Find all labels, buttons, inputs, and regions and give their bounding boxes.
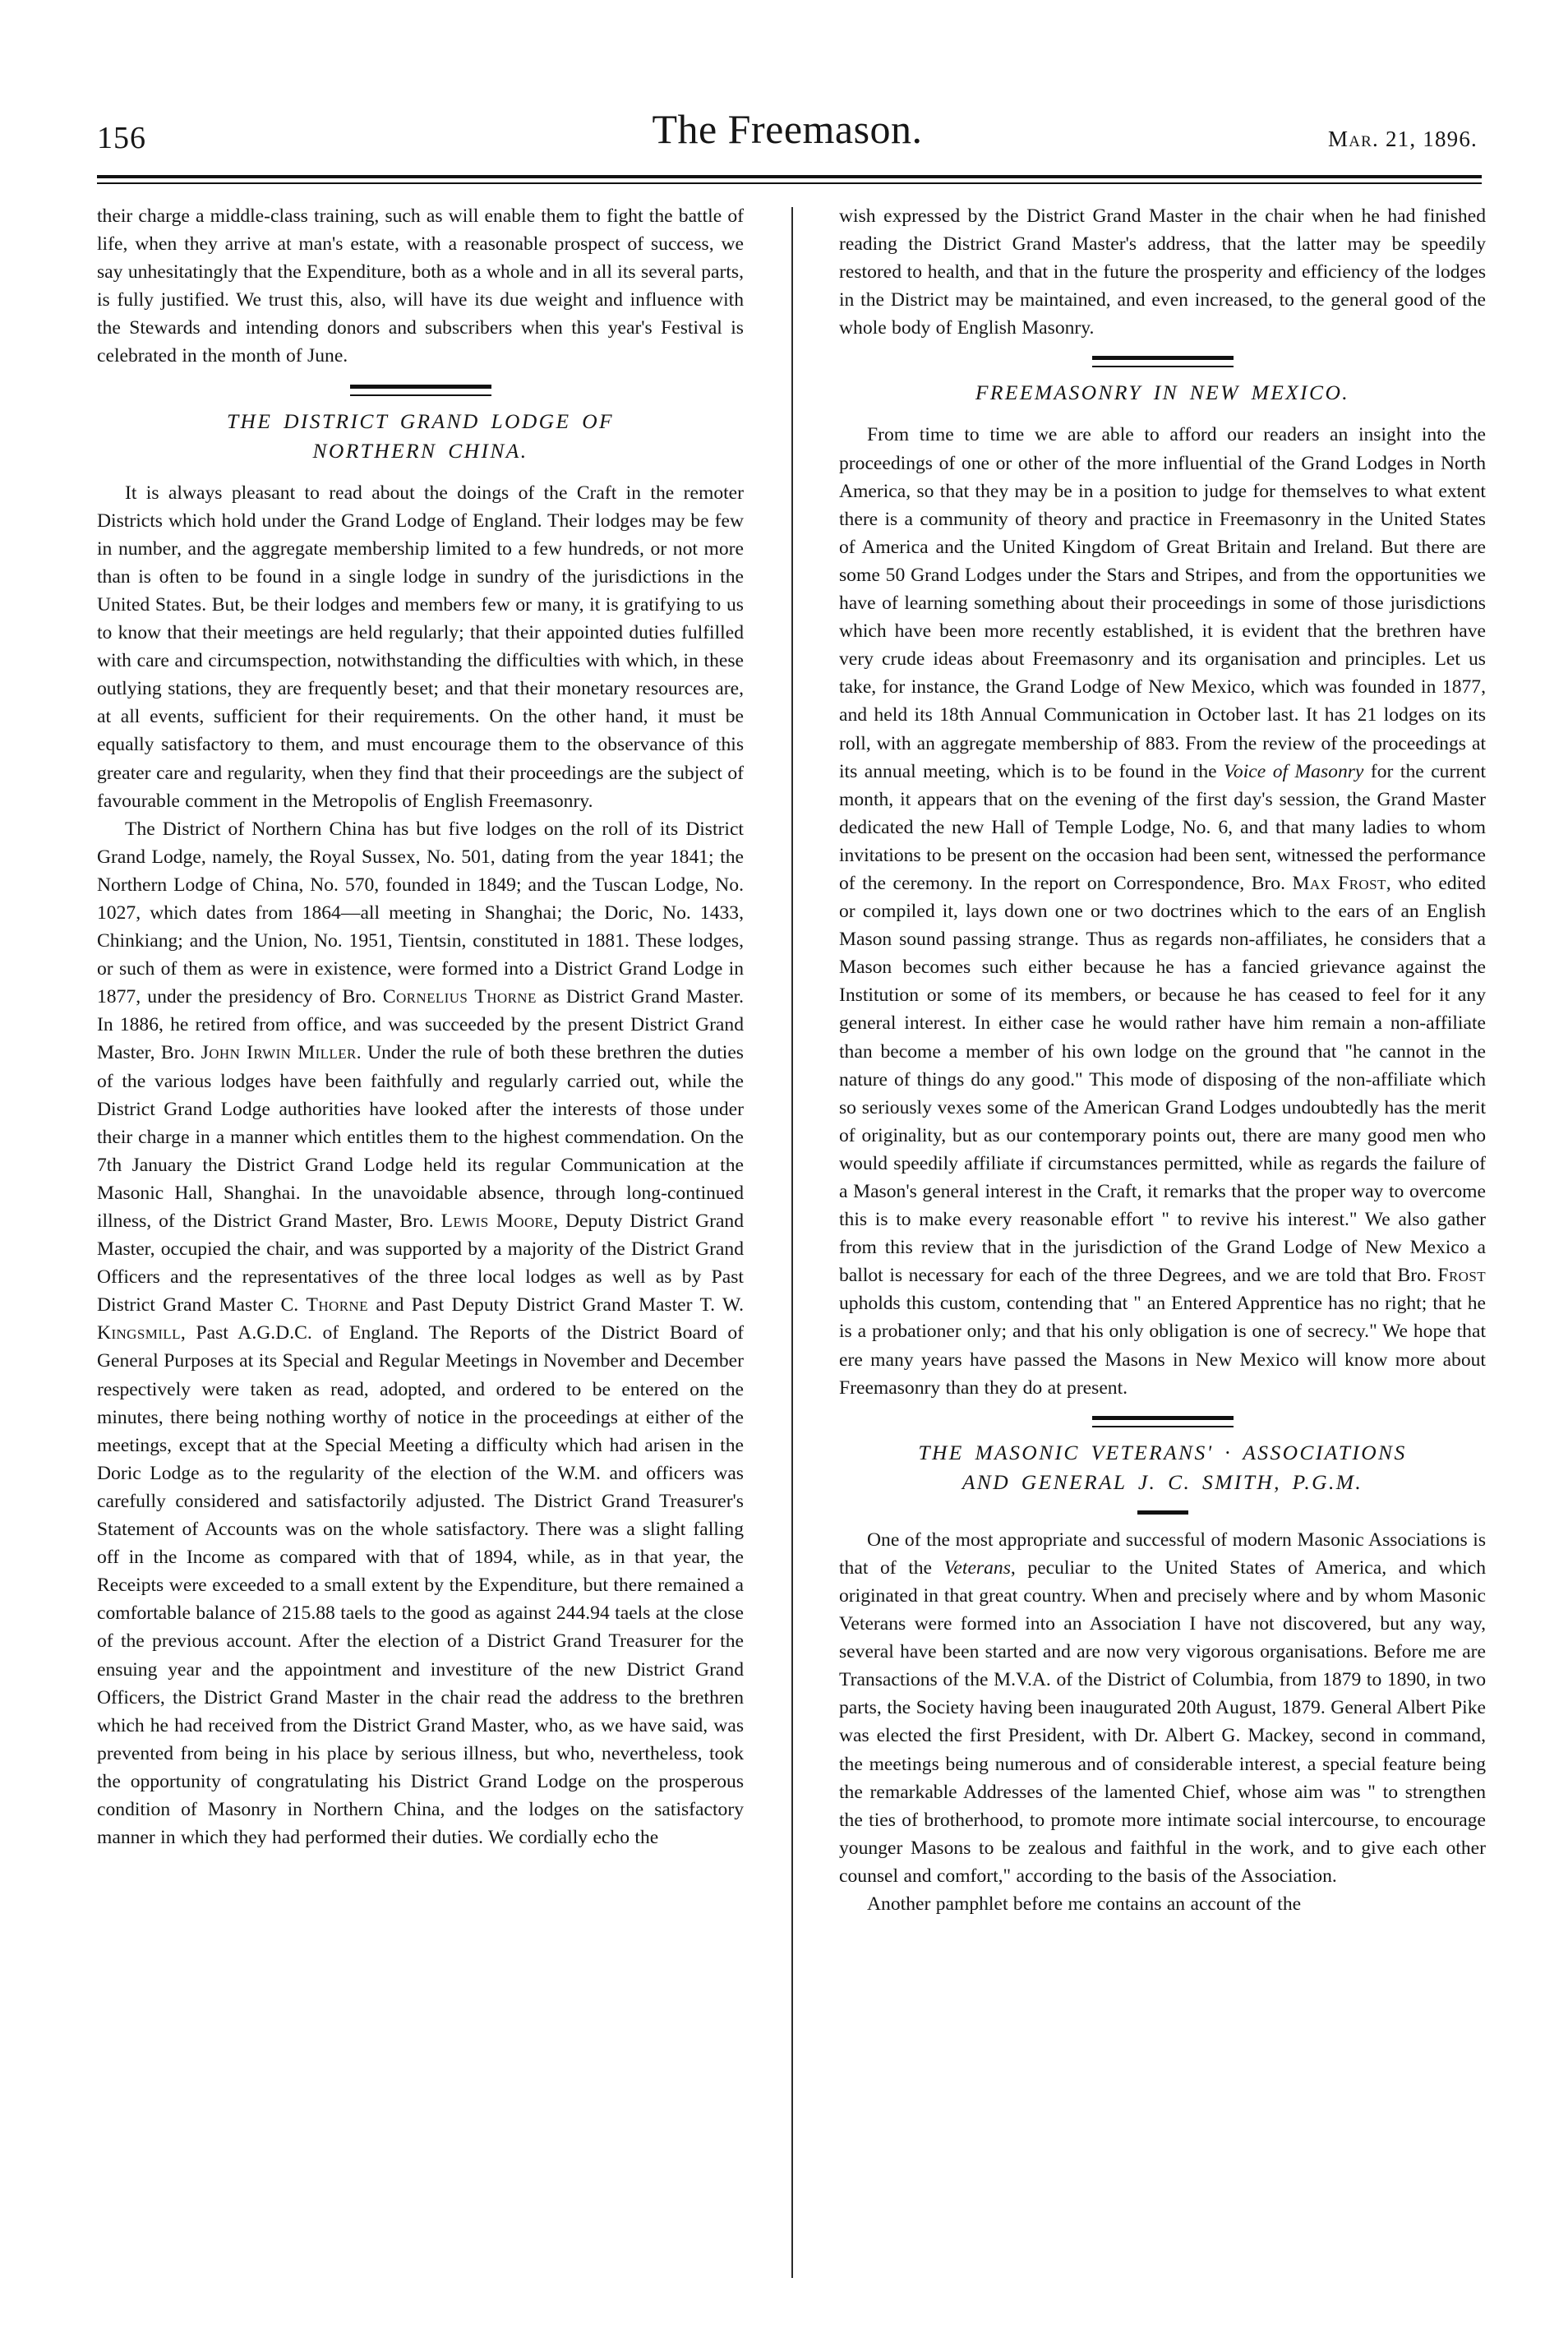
section-separator — [1092, 356, 1234, 367]
article-heading-northern-china — [97, 407, 744, 466]
text-run: for the current month, it appears that on the evening of the first day's session, the Grand Master dedicated the new Hall of Temple Lodge, No. 6, and that many ladies to whom invitations to be present on the occasion had been sent, witnessed the performance of the ceremony. In the report on Correspondence, Bro. — [839, 760, 1487, 894]
masthead-rule — [97, 175, 1482, 184]
heading-line-2: NORTHERN CHINA. — [312, 438, 528, 463]
heading-line-1: FREEMASONRY IN NEW MEXICO. — [975, 380, 1350, 405]
term-veterans: Veterans — [943, 1556, 1011, 1579]
short-rule — [1137, 1510, 1188, 1515]
left-column — [97, 202, 744, 2306]
article-heading-new-mexico — [839, 378, 1486, 408]
person-name-kingsmill: Kingsmill — [97, 1322, 181, 1344]
article-paragraph: Another pamphlet before me contains an account of the — [867, 1893, 1302, 1915]
person-name-lewis-moore: Lewis Moore — [440, 1210, 554, 1232]
text-run: The District of Northern China has but five lodges on the roll of its District Grand Lodge, namely, the Royal Sussex, No. 501, dating from the year 1841; the Northern Lodge of China, No. 570, founded in 1849; and the Tuscan Lodge, No. 1027, which dates from 1864—all meeting in Shanghai; the Doric, No. 1433, Chinkiang; and the Union, No. 1951, Tientsin, constituted in 1881. These lodges, or such of them as were in existence, were formed into a District Grand Lodge in 1877, under the presidency of Bro. — [97, 818, 744, 1008]
article-paragraph: It is always pleasant to read about the doings of the Craft in the remoter Districts which hold under the Grand Lodge of England. Their lodges may be few in number, and the aggregate membership limited to a few hundreds, or not more than is often to be found in a single lodge in sundry of the jurisdictions in the United States. But, be their lodges and members few or many, it is gratifying to us to know that their meetings are held regularly; that their appointed duties fulfilled with care and circumspection, notwithstanding the difficulties with which, in these outlying stations, they are frequently beset; and that their monetary resources are, at all events, sufficient for their requirements. On the other hand, it must be equally satisfactory to them, and must encourage them to the observance of this greater care and regularity, when they find that their proceedings are the subject of favourable comment in the Metropolis of English Freemasonry. — [97, 482, 744, 812]
person-name-c-thorne: Thorne — [306, 1294, 368, 1316]
article-paragraph — [97, 815, 744, 1851]
text-run: , Deputy District Grand Master, occupied the chair, and was supported by a majority of the District Grand Officers and the representatives of the three local lodges as well as by Past District Grand Master C. — [97, 1210, 745, 1316]
text-run: , peculiar to the United States of America, and which originated in that great country. When and precisely where and by whom Masonic Veterans were formed into an Association I have not discovered, but any way, several have been started and are now very vigorous organisations. Before me are Transactions of the M.V.A. of the District of Columbia, from 1879 to 1890, in two parts, the Society having been inaugurated 20th August, 1879. General Albert Pike was elected the first President, with Dr. Albert G. Mackey, second in command, the meetings being numerous and of considerable interest, a special feature being the remarkable Addresses of the lamented Chief, whose aim was " to strengthen the ties of brotherhood, to promote more intimate social intercourse, to encourage younger Masons to be zealous and faithful in the work, and to give each other counsel and comfort," according to the basis of the Association. — [839, 1556, 1486, 1887]
masthead — [97, 105, 1478, 169]
text-run: From time to time we are able to afford our readers an insight into the proceedings of one or other of the more influential of the Grand Lodges in North America, so that they may be in a position to judge for themselves to what extent there is a community of theory and practice in Freemasonry in the United States of America and the United Kingdom of Great Britain and Ireland. But there are some 50 Grand Lodges under the Stars and Stripes, and from the opportunities we have of learning something about their proceedings in some of those jurisdictions which have been more recently established, it is evident that the brethren have very crude ideas about Freemasonry and its organisation and principles. Let us take, for instance, the Grand Lodge of New Mexico, which was founded in 1877, and held its 18th Annual Communication in October last. It has 21 lodges on its roll, with an aggregate membership of 883. From the review of the proceedings at its annual meeting, which is to be found in the — [839, 424, 1486, 782]
person-name-john-irwin-miller: John Irwin Miller — [201, 1042, 357, 1064]
column-container — [97, 202, 1486, 2306]
heading-line-1: THE MASONIC VETERANS' · ASSOCIATIONS — [918, 1440, 1407, 1464]
text-run: upholds this custom, contending that " an Entered Apprentice has no right; that he is a probationer only; and that his only obligation is one of secrecy." We hope that ere many years have passed the Masons in New Mexico will know more about Freemasonry than they do at present. — [839, 1293, 1486, 1399]
person-name-max-frost: Max Frost — [1292, 872, 1386, 894]
section-separator — [350, 385, 491, 396]
section-separator — [1092, 1416, 1234, 1427]
article-heading-masonic-veterans — [839, 1438, 1486, 1497]
publication-name-voice-of-masonry: Voice of Masonry — [1224, 760, 1364, 782]
text-run: One of the most appropriate and successful of modern Masonic Associations is that of the — [839, 1529, 1486, 1579]
continued-paragraph: their charge a middle-class training, such as will enable them to fight the battle of life, when they arrive at man's estate, with a reasonable prospect of success, we say unhesitatingly that the Expenditure, both as a whole and in all its several parts, is fully justified. We trust this, also, will have its due weight and influence with the Stewards and intending donors and subscribers when this year's Festival is celebrated in the month of June. — [97, 205, 744, 367]
column-divider — [791, 207, 793, 2278]
issue-date: Mar. 21, 1896. — [1328, 127, 1478, 151]
heading-line-2: AND GENERAL J. C. SMITH, P.G.M. — [962, 1469, 1363, 1494]
continued-paragraph: wish expressed by the District Grand Master in the chair when he had finished reading the District Grand Master's address, that the latter may be speedily restored to health, and that in the future the prosperity and efficiency of the lodges in the District may be maintained, and even increased, to the general good of the whole body of English Masonry. — [839, 205, 1486, 339]
heading-line-1: THE DISTRICT GRAND LODGE OF — [226, 408, 615, 433]
person-name-frost: Frost — [1437, 1265, 1486, 1287]
text-run: . Under the rule of both these brethren the duties of the various lodges have been faithfully and regularly carried out, while the District Grand Lodge authorities have looked after the interests of those under their charge in a manner which entitles them to the highest commendation. On the 7th January the District Grand Lodge held its regular Communication at the Masonic Hall, Shanghai. In the unavoidable absence, through long-continued illness, of the District Grand Master, Bro. — [97, 1042, 744, 1232]
text-run: as District Grand Master. In 1886, he retired from office, and was succeeded by the present District Grand Master, Bro. — [97, 986, 744, 1064]
person-name-cornelius-thorne: Cornelius Thorne — [382, 986, 537, 1008]
article-paragraph — [839, 1526, 1486, 1890]
page-number: 156 — [97, 121, 146, 155]
article-paragraph — [839, 421, 1486, 1401]
text-run: , Past A.G.D.C. of England. The Reports of the District Board of General Purposes at its Special and Regular Meetings in November and December respectively were taken as read, adopted, and ordered to be entered on the minutes, there being nothing worthy of notice in the proceedings at either of the meetings, except that at the Special Meeting a difficulty which had arisen in the Doric Lodge as to the regularity of the election of the W.M. and officers was carefully considered and satisfactorily adjusted. The District Grand Treasurer's Statement of Accounts was on the whole satisfactory. There was a slight falling off in the Income as compared with that of 1894, while, as in that year, the Receipts were exceeded to a small extent by the Expenditure, but there remained a comfortable balance of 215.88 taels to the good as against 244.94 taels at the close of the previous account. After the election of a District Grand Treasurer for the ensuing year and the appointment and investiture of the new District Grand Officers, the District Grand Master in the chair read the address to the brethren which he had received from the District Grand Master, who, as we have said, was prevented from being in his place by serious illness, but who, nevertheless, took the opportunity of congratulating his District Grand Lodge on the prosperous condition of Masonry in Northern China, and the lodges on the satisfactory manner in which they had performed their duties. We cordially echo the — [97, 1322, 744, 1849]
text-run: , who edited or compiled it, lays down one or two doctrines which to the ears of an English Mason sound passing strange. Thus as regards non-affiliates, he considers that a Mason becomes such either because he has a fancied grievance against the Institution or some of its members, or because he has ceased to feel for it any general interest. In either case he would rather have him remain a non-affiliate than become a member of his own lodge on the ground that "he cannot in the nature of things do any good." This mode of disposing of the non-affiliate which so seriously vexes some of the American Grand Lodges undoubtedly has the merit of originality, but as our contemporary points out, there are many good men who would speedily affiliate if circumstances permitted, while as regards the failure of a Mason's general interest in the Craft, it remarks that the proper way to overcome this is to make every reasonable effort " to revive his interest." We also gather from this review that in the jurisdiction of the Grand Lodge of New Mexico a ballot is necessary for each of the three Degrees, and we are told that Bro. — [839, 872, 1487, 1287]
right-column — [839, 202, 1486, 2306]
text-run: and Past Deputy District Grand Master T. W. — [367, 1294, 744, 1316]
publication-title: The Freemason. — [652, 106, 923, 152]
